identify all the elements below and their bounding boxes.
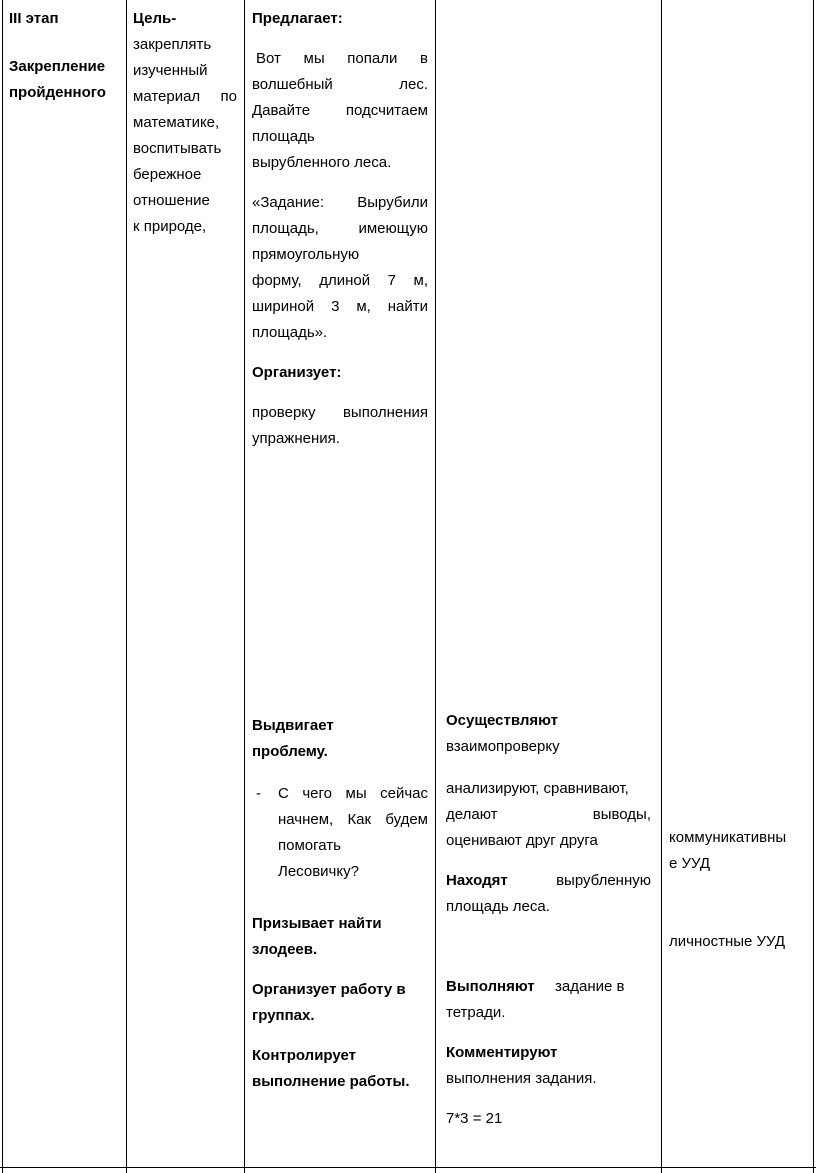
problem-label: Выдвигает (252, 717, 334, 734)
column-divider-4 (661, 0, 662, 1173)
control-line: Контролирует (252, 1047, 357, 1064)
find-bold: Находят (446, 872, 508, 889)
uud-cell (669, 825, 809, 955)
analyze-line: оценивают друг друга (446, 832, 598, 849)
goal-line: отношение (133, 192, 210, 209)
check-line: упражнения. (252, 430, 340, 447)
do-line (446, 974, 651, 1000)
goal-line: математике, (133, 114, 220, 131)
check-text (252, 400, 428, 452)
stage-title-line1: Закрепление (9, 58, 106, 75)
stage-cell (9, 6, 121, 106)
comment-line2: выполнения задания. (446, 1070, 597, 1087)
question-line: начнем, Как будем (278, 811, 428, 828)
uud-communicative-line1: коммуникативны (669, 829, 787, 846)
offers-line: Давайте подсчитаем (252, 102, 428, 119)
find-rest: вырубленную (556, 872, 651, 889)
check-line: проверку выполнения (252, 404, 428, 421)
analyze-line: делают выводы, (446, 806, 651, 823)
offers-text (252, 46, 428, 176)
stage-title-line2: пройденного (9, 84, 106, 101)
table-border-right (813, 0, 814, 1173)
teacher-activity-top (252, 6, 428, 452)
do-bold: Выполняют (446, 978, 535, 995)
goal-line: бережное (133, 166, 202, 183)
offers-line: площадь (252, 128, 315, 145)
question-line: Лесовичку? (278, 863, 359, 880)
equation: 7*3 = 21 (446, 1110, 503, 1127)
stage-label: III этап (9, 10, 59, 27)
villains-text (252, 911, 428, 963)
task-line: прямоугольную (252, 246, 360, 263)
uud-personal: личностные УУД (669, 933, 786, 950)
organizes-label: Организует: (252, 364, 342, 381)
analyze-line: анализируют, сравнивают, (446, 780, 629, 797)
offers-label: Предлагает: (252, 10, 343, 27)
task-line: «Задание: Вырубили (252, 194, 428, 211)
offers-line: волшебный лес. (252, 76, 428, 93)
goal-line: закреплять (133, 36, 212, 53)
table-border-left (2, 0, 3, 1173)
task-text (252, 190, 428, 346)
problem-label: проблему. (252, 743, 328, 760)
student-activity (446, 708, 651, 1132)
offers-line: вырубленного леса. (252, 154, 392, 171)
offers-line: Вот мы попали в (256, 50, 428, 67)
do-rest: задание в (555, 978, 625, 995)
teacher-activity-bottom (252, 713, 428, 1095)
do-line2: тетради. (446, 1004, 506, 1021)
find-line (446, 868, 651, 894)
goal-line: к природе, (133, 218, 207, 235)
goal-label: Цель- (133, 10, 177, 27)
perform-rest: взаимопроверку (446, 738, 560, 755)
groups-text (252, 977, 428, 1029)
table-border-bottom (0, 1167, 816, 1168)
task-line: форму, длиной 7 м, (252, 272, 428, 289)
column-divider-3 (435, 0, 436, 1173)
uud-communicative-line2: е УУД (669, 855, 711, 872)
goal-line: воспитывать (133, 140, 222, 157)
column-divider-1 (126, 0, 127, 1173)
villains-line: злодеев. (252, 941, 318, 958)
goal-cell (133, 6, 237, 240)
question-item (252, 781, 428, 885)
find-line2: площадь леса. (446, 898, 550, 915)
goal-line: материал по (133, 88, 237, 105)
analyze-text (446, 776, 651, 854)
column-divider-2 (244, 0, 245, 1173)
control-line: выполнение работы. (252, 1073, 410, 1090)
task-line: площадь». (252, 324, 328, 341)
groups-line: Организует работу в (252, 981, 406, 998)
control-text (252, 1043, 428, 1095)
question-line: помогать (278, 837, 341, 854)
groups-line: группах. (252, 1007, 315, 1024)
task-line: шириной 3 м, найти (252, 298, 428, 315)
question-line: С чего мы сейчас (278, 785, 428, 802)
villains-line: Призывает найти (252, 915, 382, 932)
dash-bullet: - (256, 785, 261, 802)
task-line: площадь, имеющую (252, 220, 428, 237)
perform-bold: Осуществляют (446, 712, 558, 729)
comment-bold: Комментируют (446, 1044, 558, 1061)
goal-line: изученный (133, 62, 208, 79)
